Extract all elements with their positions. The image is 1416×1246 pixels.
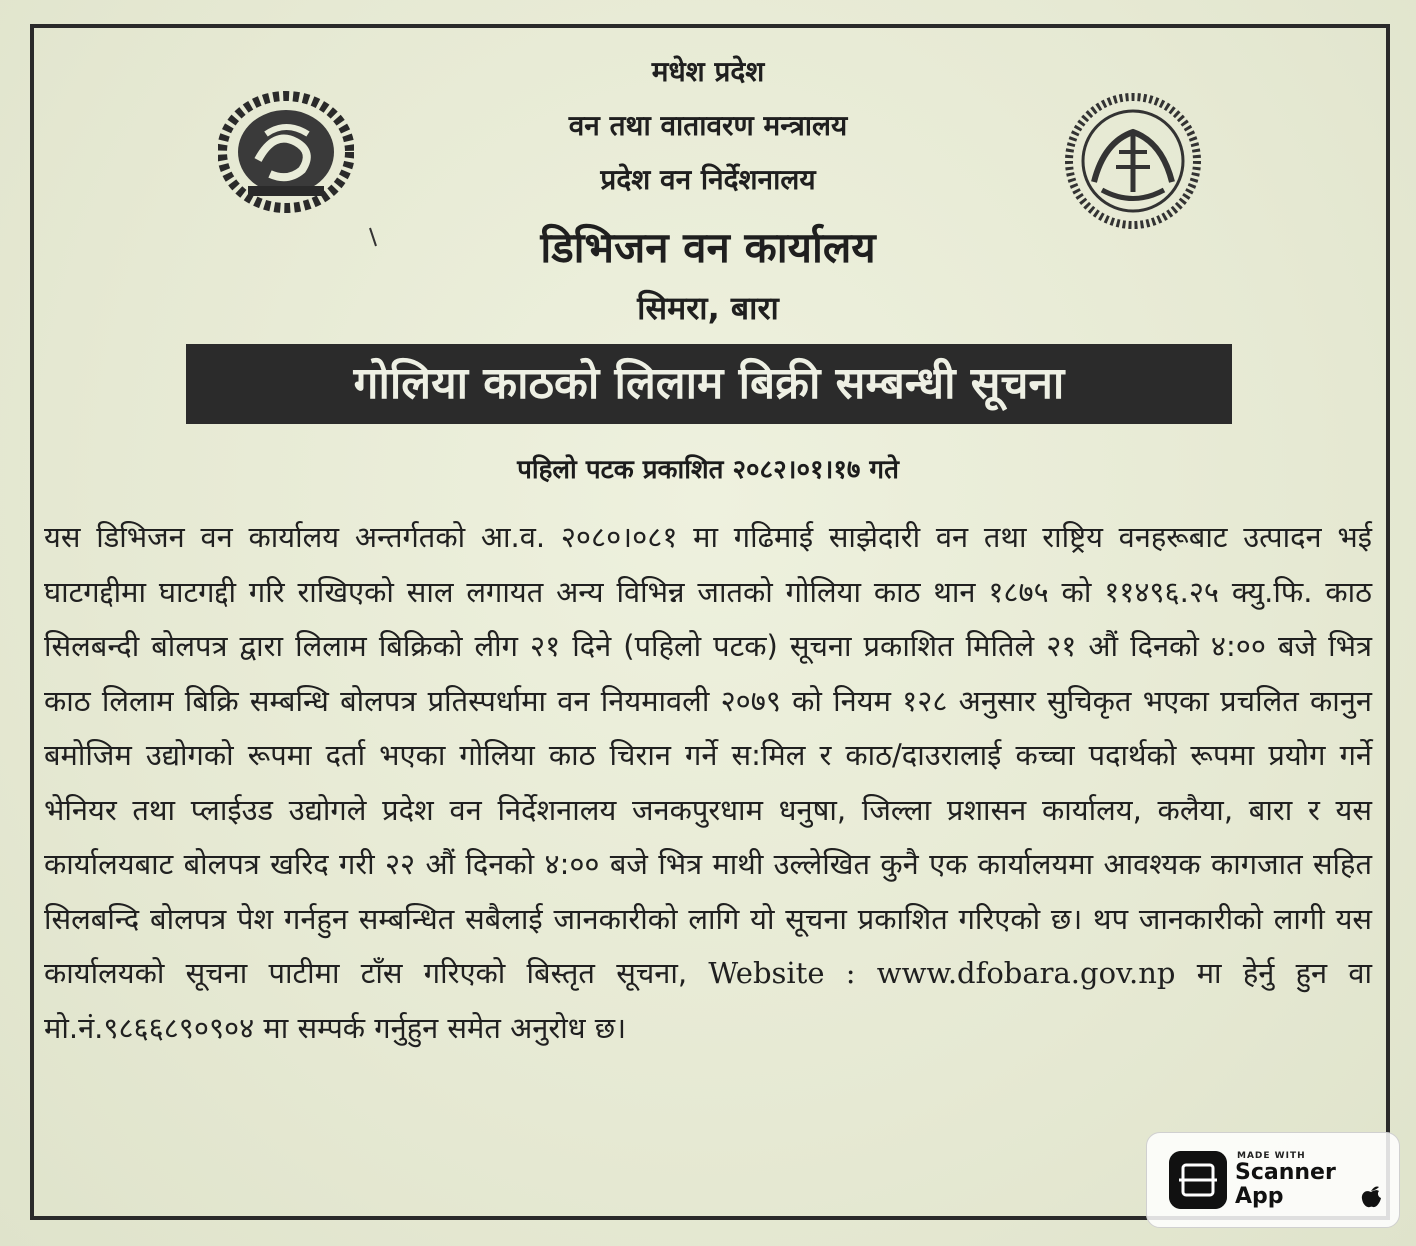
office-name: डिभिजन वन कार्यालय: [540, 223, 876, 272]
notice-body-end: मा हेर्नु हुन वा मो.नं.९८६६८९०९०४ मा सम्पर्क गर्नुहुन समेत अनुरोध छ।: [44, 956, 1372, 1045]
scanner-app-badge[interactable]: [1146, 1132, 1400, 1228]
scanner-app-icon: [1169, 1151, 1227, 1209]
ministry-name: वन तथा वातावरण मन्त्रालय: [568, 109, 848, 142]
notice-body-main: यस डिभिजन वन कार्यालय अन्तर्गतको आ.व. २०८०।०८१ मा गढिमाई साझेदारी वन तथा राष्ट्रिय वनहरूबाट उत्पादन भई घाटगद्दीमा घाटगद्दी गरि राखिएको साल लगायत अन्य विभिन्न जातको गोलिया काठ थान १८७५ को ११४९६.२५ क्यु.फि. काठ सिलबन्दी बोलपत्र द्वारा लिलाम बिक्रिको लीग २१ दिने (पहिलो पटक) सूचना प्रकाशित मितिले २१ औं दिनको ४:०० बजे भित्र काठ लिलाम बिक्रि सम्बन्धि बोलपत्र प्रतिस्पर्धामा वन नियमावली २०७९ को नियम १२८ अनुसार सुचिकृत भएका प्रचलित कानुन बमोजिम उद्योगको रूपमा दर्ता भएका गोलिया काठ चिरान गर्ने स:मिल र काठ/दाउरालाई कच्चा पदार्थको रूपमा प्रयोग गर्ने भेनियर तथा प्लाईउड उद्योगले प्रदेश वन निर्देशनालय जनकपुरधाम धनुषा, जिल्ला प्रशासन कार्यालय, कलैया, बारा र यस कार्यालयबाट बोलपत्र खरिद गरी २२ औं दिनको ४:०० बजे भित्र माथी उल्लेखित कुनै एक कार्यालयमा आवश्यक कागजात सहित सिलबन्दि बोलपत्र पेश गर्नहुन सम्बन्धित सबैलाई जानकारीको लागि यो सूचना प्रकाशित गरिएको छ। थप जानकारीको लागी यस कार्यालयको सूचना पाटीमा टाँस गरिएको बिस्तृत सूचना,: [44, 520, 1372, 990]
publication-date: पहिलो पटक प्रकाशित २०८२।०१।१७ गते: [517, 455, 899, 485]
province-name: मधेश प्रदेश: [651, 55, 765, 88]
app-name: Scanner App: [1235, 1160, 1336, 1209]
notice-title: गोलिया काठको लिलाम बिक्री सम्बन्धी सूचना: [186, 344, 1232, 424]
directorate-name: प्रदेश वन निर्देशनालय: [600, 163, 816, 196]
office-location: सिमरा, बारा: [637, 289, 779, 327]
website-link[interactable]: Website : www.dfobara.gov.np: [708, 956, 1176, 990]
notice-body: [44, 510, 1372, 1055]
made-with-label: MADE WITH: [1237, 1151, 1306, 1161]
apple-icon: [1359, 1183, 1383, 1209]
